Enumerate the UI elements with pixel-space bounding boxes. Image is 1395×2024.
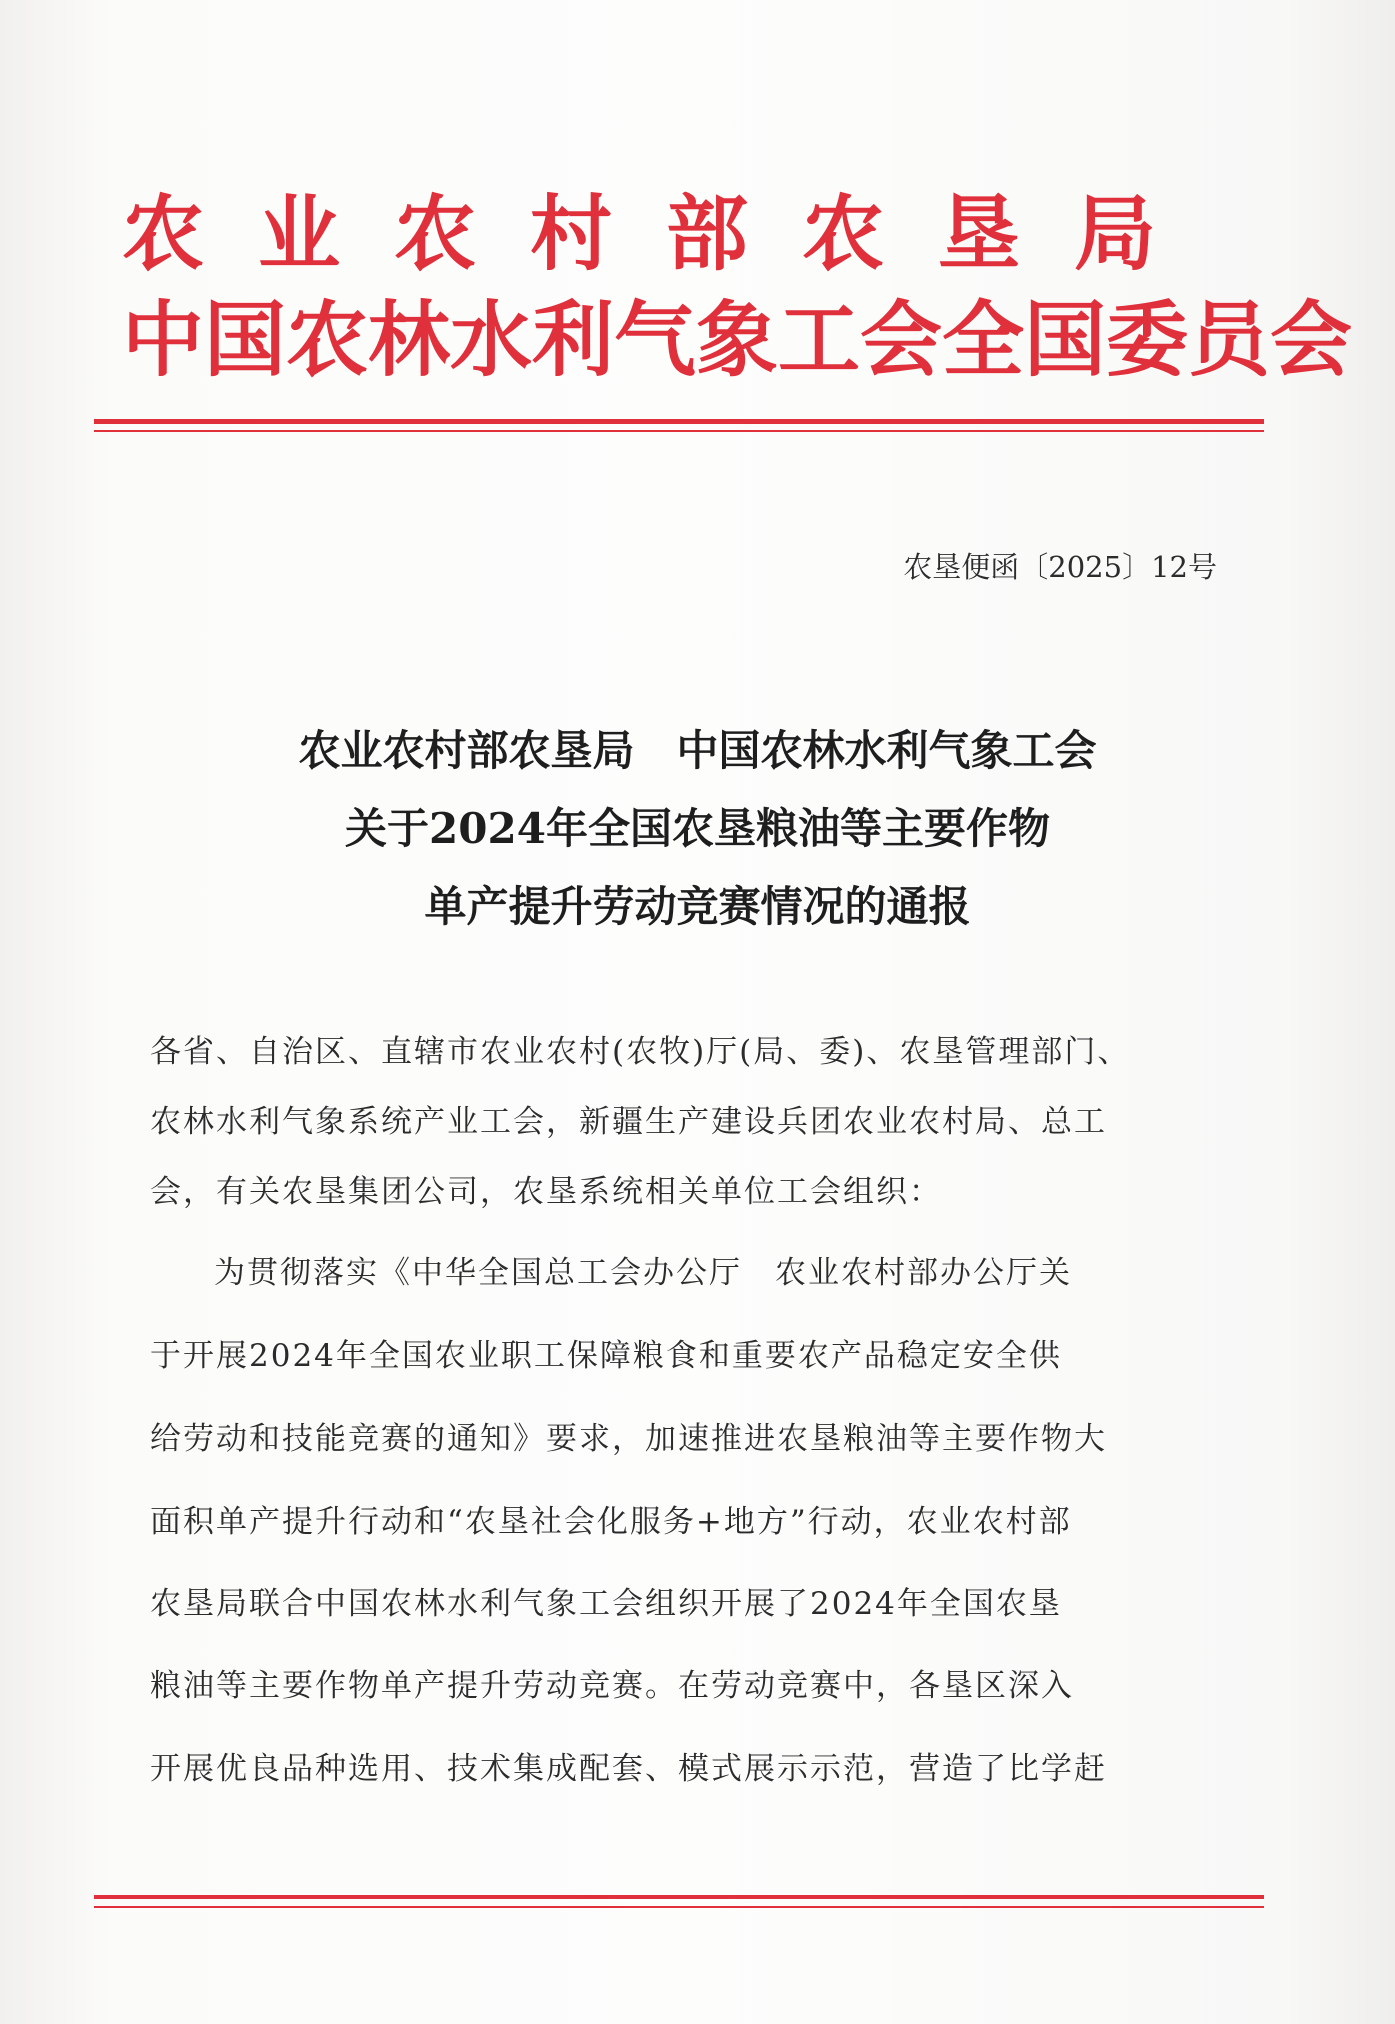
paragraph-line: 于开展2024年全国农业职工保障粮食和重要农产品稳定安全供 [150, 1338, 1062, 1374]
issuer-name-line-2: 中国农林水利气象工会全国委员会 [122, 293, 1353, 388]
title-line-3: 单产提升劳动竞赛情况的通报 [424, 882, 971, 931]
addressee-line: 农林水利气象系统产业工会，新疆生产建设兵团农业农村局、总工 [150, 1104, 1107, 1140]
title-line-1: 农业农村部农垦局 中国农林水利气象工会 [298, 726, 1097, 775]
header-red-rule [94, 419, 1264, 424]
paragraph-line: 面积单产提升行动和“农垦社会化服务+地方”行动，农业农村部 [150, 1504, 1072, 1540]
footer-red-rule [94, 1895, 1264, 1899]
addressee-line: 会，有关农垦集团公司，农垦系统相关单位工会组织： [150, 1174, 942, 1210]
addressee-line: 各省、自治区、直辖市农业农村(农牧)厅(局、委)、农垦管理部门、 [150, 1034, 1131, 1070]
paragraph-line: 开展优良品种选用、技术集成配套、模式展示示范，营造了比学赶 [150, 1751, 1107, 1787]
paragraph-line: 为贯彻落实《中华全国总工会办公厅 农业农村部办公厅关 [214, 1255, 1072, 1291]
document-number: 农垦便函〔2025〕12号 [903, 550, 1217, 584]
paragraph-line: 粮油等主要作物单产提升劳动竞赛。在劳动竞赛中，各垦区深入 [150, 1668, 1074, 1704]
title-line-2: 关于2024年全国农垦粮油等主要作物 [345, 804, 1050, 853]
header-red-rule-thin [94, 430, 1264, 432]
paragraph-line: 给劳动和技能竞赛的通知》要求，加速推进农垦粮油等主要作物大 [150, 1421, 1107, 1457]
footer-red-rule-thin [94, 1906, 1264, 1908]
paragraph-line: 农垦局联合中国农林水利气象工会组织开展了2024年全国农垦 [150, 1586, 1062, 1622]
issuer-name-line-1: 农业农村部农垦局 [122, 187, 1211, 282]
